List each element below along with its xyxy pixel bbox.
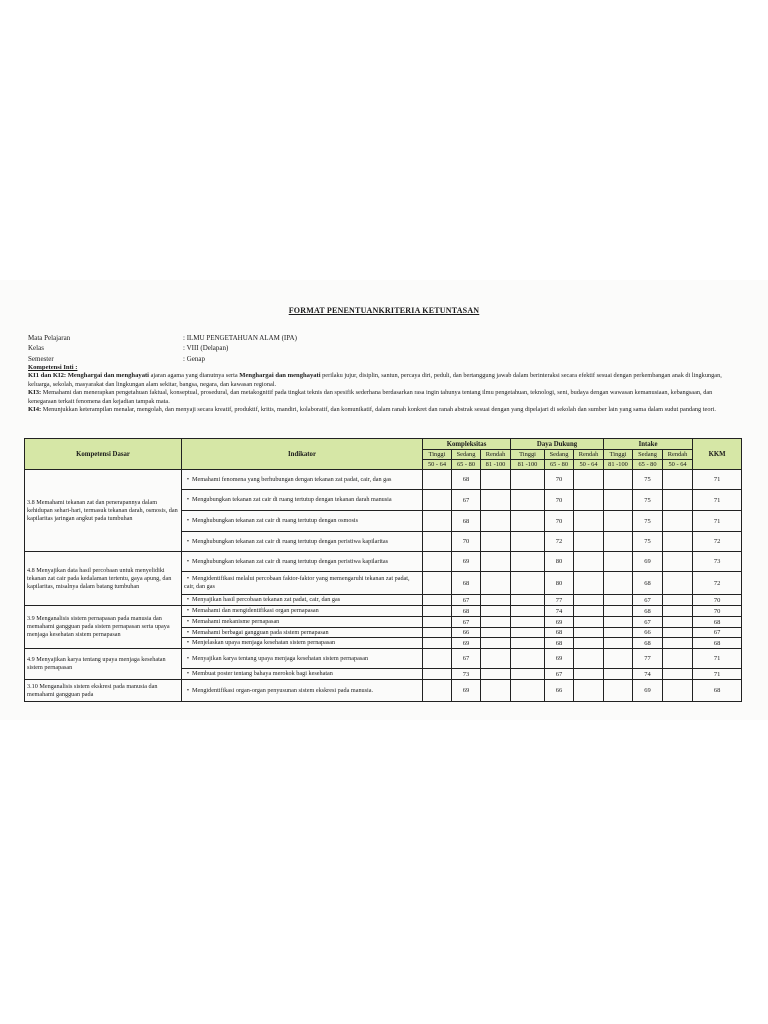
indikator-cell [182, 552, 423, 572]
header-indikator: Indikator [182, 439, 423, 470]
kompetensi-dasar-cell: 4.9 Menyajikan karya tentang upaya menjaga kesehatan sistem pernapasan [25, 649, 182, 680]
score-komp: 66 [452, 628, 481, 638]
meta-value: : VIII (Delapan) [183, 344, 229, 352]
indikator-cell [182, 595, 423, 606]
kkm-value: 67 [693, 628, 742, 638]
score-empty [574, 572, 604, 595]
header-sub-range: 81 -100 [511, 460, 545, 470]
score-empty [663, 649, 693, 669]
score-empty [663, 595, 693, 606]
score-empty [663, 470, 693, 490]
bullet-icon: • [186, 618, 190, 626]
indikator-text: Membuat poster tentang bahaya merokok bagi kesehatan [192, 670, 333, 678]
ki4: KI4: Menunjukkan keterampilan menalar, mengolah, dan menyaji secara kreatif, produktif, kritis, mandiri, kolaboratif, dan komunikatif, dalam ranah konkret dan ranah abstrak sesuai dengan yang dipelajari di sekolah dan sumber lain yang sama dalam sudut pandang teori. [28, 406, 716, 414]
table-row [25, 552, 742, 572]
indikator-cell [182, 669, 423, 680]
bullet-icon: • [186, 639, 190, 647]
score-empty [423, 606, 452, 617]
score-intake: 77 [633, 649, 663, 669]
score-empty [511, 511, 545, 532]
score-empty [663, 552, 693, 572]
meta-kelas [28, 343, 228, 353]
score-intake: 69 [633, 680, 663, 702]
score-daya: 74 [545, 606, 574, 617]
score-daya: 80 [545, 572, 574, 595]
score-komp: 67 [452, 617, 481, 628]
indikator-cell [182, 649, 423, 669]
score-empty [423, 532, 452, 552]
score-empty [574, 628, 604, 638]
score-empty [604, 617, 633, 628]
indikator-cell [182, 532, 423, 552]
score-empty [663, 490, 693, 511]
score-empty [423, 470, 452, 490]
header-sub-range: 50 - 64 [423, 460, 452, 470]
score-empty [574, 532, 604, 552]
score-daya: 68 [545, 638, 574, 649]
score-empty [481, 511, 511, 532]
indikator-text: Memahami fenomena yang berhubungan dengan tekanan zat padat, cair, dan gas [192, 475, 392, 483]
score-empty [574, 606, 604, 617]
indikator-cell [182, 617, 423, 628]
indikator-text: Menghubungkan tekanan zat cair di ruang tertutup dengan osmosis [192, 517, 358, 525]
ki1-ki2: KI1 dan KI2: Menghargai dan menghayati ajaran agama yang dianutnya serta Menghargai dan menghayati perilaku jujur, disiplin, santun, percaya diri, peduli, dan bertanggung jawab dalam berinteraksi secara efektif sesuai dengan perkembangan anak di lingkungan, keluarga, sekolah, masyarakat dan lingkungan alam sekitar, bangsa, negara, dan kawasan regional. [28, 372, 722, 388]
score-empty [511, 669, 545, 680]
score-empty [423, 680, 452, 702]
header-kkm: KKM [693, 439, 742, 470]
table-row [25, 606, 742, 617]
bullet-icon: • [186, 686, 190, 694]
score-intake: 67 [633, 595, 663, 606]
score-daya: 70 [545, 470, 574, 490]
score-komp: 67 [452, 649, 481, 669]
score-empty [423, 490, 452, 511]
score-empty [604, 595, 633, 606]
score-empty [511, 638, 545, 649]
score-empty [511, 595, 545, 606]
score-komp: 67 [452, 490, 481, 511]
score-empty [423, 595, 452, 606]
meta-value: : Genap [183, 355, 205, 363]
score-empty [663, 532, 693, 552]
header-daya-dukung: Daya Dukung [511, 439, 604, 450]
table-row [25, 470, 742, 490]
score-empty [481, 606, 511, 617]
indikator-cell [182, 490, 423, 511]
score-daya: 66 [545, 680, 574, 702]
header-sub-range: 50 - 64 [663, 460, 693, 470]
score-empty [663, 669, 693, 680]
score-empty [481, 490, 511, 511]
score-intake: 75 [633, 532, 663, 552]
score-empty [481, 617, 511, 628]
score-empty [663, 572, 693, 595]
bullet-icon: • [186, 596, 190, 604]
indikator-text: Memahami berbagai gangguan pada sistem pernapasan [192, 628, 329, 636]
indikator-text: Mengidentifikasi melalui percobaan faktor-faktor yang memengaruhi tekanan zat padat, cair, dan gas [184, 575, 410, 590]
header-sub-label: Rendah [663, 450, 693, 460]
score-komp: 68 [452, 572, 481, 595]
score-empty [663, 680, 693, 702]
bullet-icon: • [186, 654, 190, 662]
kkm-value: 71 [693, 490, 742, 511]
score-daya: 77 [545, 595, 574, 606]
indikator-cell [182, 606, 423, 617]
score-empty [481, 669, 511, 680]
bullet-icon: • [186, 575, 190, 583]
indikator-text: Menjelaskan upaya menjaga kesehatan sistem pernapasan [192, 639, 336, 647]
score-empty [574, 490, 604, 511]
kkm-value: 72 [693, 532, 742, 552]
score-daya: 69 [545, 617, 574, 628]
header-sub-range: 81 -100 [481, 460, 511, 470]
kkm-value: 68 [693, 617, 742, 628]
score-intake: 67 [633, 617, 663, 628]
score-empty [423, 572, 452, 595]
kkm-value: 68 [693, 638, 742, 649]
score-komp: 68 [452, 470, 481, 490]
header-sub-range: 65 - 80 [452, 460, 481, 470]
meta-label: Kelas [28, 344, 44, 352]
kompetensi-dasar-cell: 3.10 Menganalisis sistem ekskresi pada manusia dan memahami gangguan pada [25, 680, 182, 702]
header-sub-range: 81 -100 [604, 460, 633, 470]
header-intake: Intake [604, 439, 693, 450]
kkm-table [24, 438, 742, 702]
indikator-text: Menghubungkan tekanan zat cair di ruang tertutup dengan peristiwa kapilaritas [192, 537, 389, 545]
indikator-cell [182, 638, 423, 649]
indikator-cell [182, 511, 423, 532]
bullet-icon: • [186, 475, 190, 483]
score-daya: 70 [545, 490, 574, 511]
indikator-text: Menyajikan karya tentang upaya menjaga kesehatan sistem pernapasan [192, 654, 369, 662]
indikator-text: Mengidentifikasi organ-organ penyusunan sistem ekskresi pada manusia. [192, 686, 374, 694]
score-empty [481, 572, 511, 595]
score-empty [423, 617, 452, 628]
score-empty [604, 638, 633, 649]
header-sub-label: Tinggi [511, 450, 545, 460]
score-empty [604, 680, 633, 702]
score-empty [481, 649, 511, 669]
meta-mata-pelajaran [28, 333, 297, 343]
score-empty [511, 532, 545, 552]
score-empty [423, 628, 452, 638]
score-komp: 67 [452, 595, 481, 606]
score-empty [511, 649, 545, 669]
indikator-cell [182, 680, 423, 702]
score-empty [511, 606, 545, 617]
bullet-icon: • [186, 517, 190, 525]
score-empty [604, 470, 633, 490]
score-empty [481, 470, 511, 490]
header-sub-range: 65 - 80 [545, 460, 574, 470]
score-empty [481, 638, 511, 649]
score-empty [604, 511, 633, 532]
indikator-text: Mengubungkan tekanan zat cair di ruang tertutup dengan tekanan darah manusia [192, 496, 392, 504]
score-daya: 70 [545, 511, 574, 532]
meta-semester [28, 354, 205, 364]
kkm-value: 71 [693, 470, 742, 490]
score-empty [511, 617, 545, 628]
score-empty [574, 595, 604, 606]
score-daya: 72 [545, 532, 574, 552]
score-empty [511, 628, 545, 638]
header-sub-label: Sedang [633, 450, 663, 460]
score-empty [511, 490, 545, 511]
score-daya: 68 [545, 628, 574, 638]
table-row [25, 649, 742, 669]
kkm-value: 71 [693, 511, 742, 532]
kkm-value: 68 [693, 680, 742, 702]
score-komp: 68 [452, 606, 481, 617]
kompetensi-dasar-cell: 3.8 Memahami tekanan zat dan penerapannya dalam kehidupan sehari-hari, termasuk tekanan darah, osmosis, dan kapilaritas jaringan angkut pada tumbuhan [25, 470, 182, 552]
score-empty [604, 572, 633, 595]
score-empty [574, 669, 604, 680]
score-empty [574, 511, 604, 532]
score-komp: 73 [452, 669, 481, 680]
score-daya: 67 [545, 669, 574, 680]
header-sub-range: 65 - 80 [633, 460, 663, 470]
score-komp: 69 [452, 680, 481, 702]
table-row [25, 680, 742, 702]
document-title: FORMAT PENENTUANKRITERIA KETUNTASAN [288, 306, 480, 315]
bullet-icon: • [186, 628, 190, 636]
score-komp: 70 [452, 532, 481, 552]
bullet-icon: • [186, 670, 190, 678]
score-empty [423, 638, 452, 649]
score-empty [604, 669, 633, 680]
header-sub-label: Sedang [545, 450, 574, 460]
header-sub-label: Tinggi [423, 450, 452, 460]
score-empty [574, 617, 604, 628]
bullet-icon: • [186, 537, 190, 545]
header-sub-label: Tinggi [604, 450, 633, 460]
score-intake: 66 [633, 628, 663, 638]
score-empty [481, 595, 511, 606]
score-empty [423, 511, 452, 532]
score-intake: 75 [633, 470, 663, 490]
score-empty [511, 572, 545, 595]
score-intake: 68 [633, 638, 663, 649]
score-empty [574, 649, 604, 669]
bullet-icon: • [186, 607, 190, 615]
kkm-value: 71 [693, 649, 742, 669]
score-empty [423, 649, 452, 669]
score-empty [574, 638, 604, 649]
score-empty [604, 532, 633, 552]
score-intake: 69 [633, 552, 663, 572]
indikator-text: Memahami dan mengidentifikasi organ pernapasan [192, 607, 319, 615]
header-sub-label: Sedang [452, 450, 481, 460]
meta-value: : ILMU PENGETAHUAN ALAM (IPA) [183, 334, 297, 342]
indikator-text: Menyajikan hasil percobaan tekanan zat padat, cair, dan gas [192, 596, 341, 604]
meta-label: Mata Pelajaran [28, 334, 71, 342]
score-empty [481, 552, 511, 572]
kkm-value: 71 [693, 669, 742, 680]
score-daya: 69 [545, 649, 574, 669]
score-empty [663, 638, 693, 649]
indikator-cell [182, 572, 423, 595]
score-empty [574, 470, 604, 490]
header-kompleksitas: Kompleksitas [423, 439, 511, 450]
score-intake: 75 [633, 490, 663, 511]
bullet-icon: • [186, 496, 190, 504]
score-empty [663, 628, 693, 638]
kkm-value: 73 [693, 552, 742, 572]
score-empty [574, 552, 604, 572]
score-empty [574, 680, 604, 702]
indikator-text: Memahami mekanisme pernapasan [192, 618, 280, 626]
header-sub-label: Rendah [481, 450, 511, 460]
score-komp: 69 [452, 638, 481, 649]
score-empty [604, 552, 633, 572]
score-empty [663, 606, 693, 617]
kompetensi-dasar-cell: 3.9 Menganalisis sistem pernapasan pada manusia dan memahami gangguan pada sistem pernapasan serta upaya menjaga kesehatan sistem pernapasan [25, 606, 182, 649]
ki3: KI3: Memahami dan menerapkan pengetahuan faktual, konseptual, prosedural, dan metakognitif pada tingkat teknis dan spesifik sederhana berdasarkan rasa ingin tahunya tentang ilmu pengetahuan, teknologi, seni, budaya dengan wawasan kemanusiaan, kebangsaan, dan kenegaraan terkait fenomena dan kejadian tampak mata. [28, 389, 713, 405]
score-empty [511, 680, 545, 702]
score-intake: 75 [633, 511, 663, 532]
indikator-cell [182, 470, 423, 490]
indikator-text: Menghubungkan tekanan zat cair di ruang tertutup dengan peristiwa kapilaritas [192, 557, 389, 565]
score-empty [663, 511, 693, 532]
kkm-value: 70 [693, 595, 742, 606]
indikator-cell [182, 628, 423, 638]
score-empty [481, 532, 511, 552]
score-empty [604, 649, 633, 669]
score-intake: 74 [633, 669, 663, 680]
header-sub-label: Rendah [574, 450, 604, 460]
score-empty [423, 552, 452, 572]
score-komp: 69 [452, 552, 481, 572]
score-empty [481, 680, 511, 702]
score-intake: 68 [633, 572, 663, 595]
score-empty [604, 606, 633, 617]
score-empty [663, 617, 693, 628]
score-empty [423, 669, 452, 680]
score-komp: 68 [452, 511, 481, 532]
meta-label: Semester [28, 355, 54, 363]
score-empty [511, 470, 545, 490]
header-sub-range: 50 - 64 [574, 460, 604, 470]
kkm-value: 72 [693, 572, 742, 595]
score-intake: 68 [633, 606, 663, 617]
score-daya: 80 [545, 552, 574, 572]
bullet-icon: • [186, 557, 190, 565]
score-empty [511, 552, 545, 572]
header-kompetensi-dasar: Kompetensi Dasar [25, 439, 182, 470]
score-empty [604, 628, 633, 638]
kompetensi-inti [28, 364, 740, 414]
score-empty [604, 490, 633, 511]
kompetensi-inti-heading: Kompetensi Inti : [28, 364, 78, 371]
kompetensi-dasar-cell: 4.8 Menyajikan data hasil percobaan untuk menyelidiki tekanan zat cair pada kedalaman tertentu, gaya apung, dan kapilaritas, misalnya dalam batang tumbuhan [25, 552, 182, 606]
kkm-value: 70 [693, 606, 742, 617]
score-empty [481, 628, 511, 638]
